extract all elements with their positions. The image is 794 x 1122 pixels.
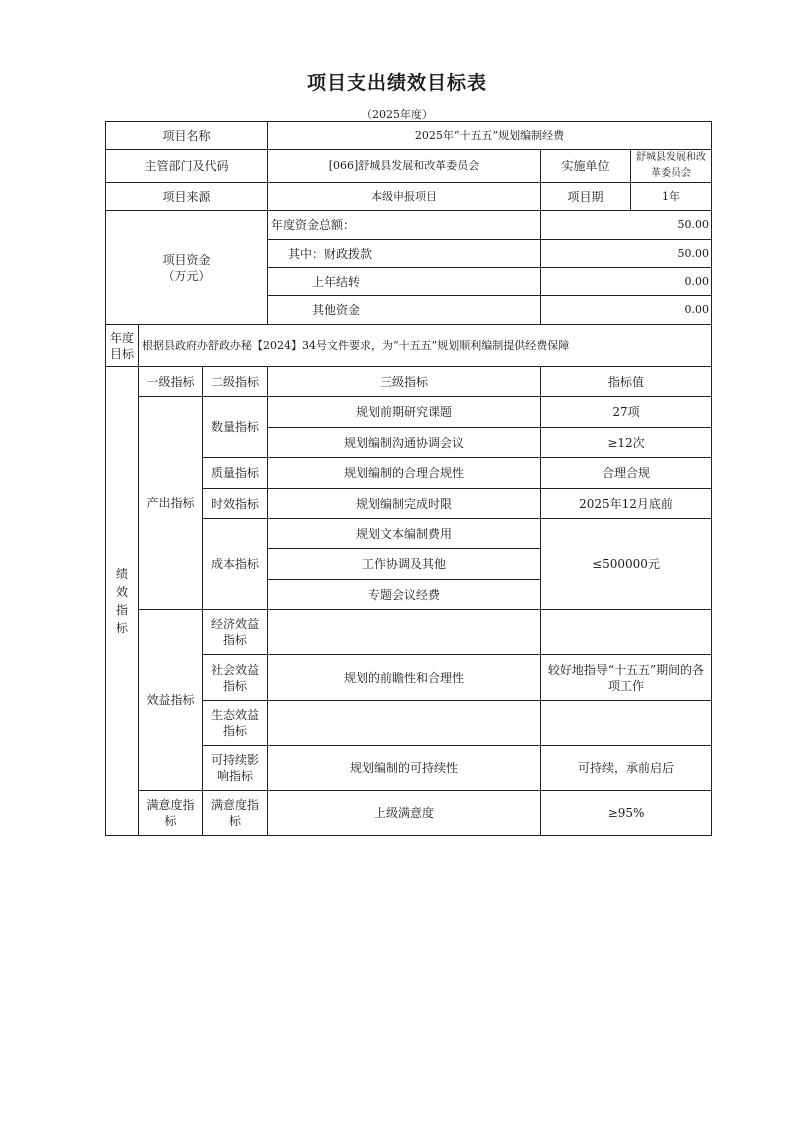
indicator-name: 规划编制的合理合规性 — [268, 458, 541, 489]
table-row — [106, 610, 712, 655]
indicator-name: 规划前期研究课题 — [268, 397, 541, 428]
indicator-name: 规划的前瞻性和合理性 — [268, 655, 541, 701]
cost-indicator-label: 成本指标 — [203, 519, 268, 610]
indicator-value: ≥95% — [541, 791, 712, 836]
impl-unit-label: 实施单位 — [541, 150, 631, 183]
indicator-name: 规划编制的可持续性 — [268, 746, 541, 791]
indicator-name — [268, 610, 541, 655]
indicator-value: 合理合规 — [541, 458, 712, 489]
performance-target-table — [105, 121, 712, 836]
funds-label-line2: （万元） — [162, 268, 211, 283]
source-value: 本级申报项目 — [268, 183, 541, 211]
benefit-indicator-label: 效益指标 — [139, 610, 203, 791]
indicator-value — [541, 701, 712, 746]
dept-value: [066]舒城县发展和改革委员会 — [268, 150, 541, 183]
indicator-value — [541, 610, 712, 655]
period-label: 项目期 — [541, 183, 631, 211]
funds-carryover-value: 0.00 — [541, 268, 712, 296]
social-indicator-label: 社会效益指标 — [203, 655, 268, 701]
header-value: 指标值 — [541, 367, 712, 397]
page-title: 项目支出绩效目标表 — [306, 72, 487, 94]
funds-label — [106, 211, 268, 325]
funds-total-label: 年度资金总额： — [268, 211, 541, 240]
performance-label — [106, 367, 139, 836]
funds-total-value: 50.00 — [541, 211, 712, 240]
funds-other-value: 0.00 — [541, 296, 712, 325]
table-row — [106, 367, 712, 397]
annual-goal-label: 年度目标 — [106, 325, 139, 367]
annual-goal-text: 根据县政府办舒政办秘【2024】34号文件要求，为“十五五”规划顺利编制提供经费保障 — [139, 325, 712, 367]
project-name-label: 项目名称 — [106, 122, 268, 150]
period-value: 1年 — [631, 183, 712, 211]
table-row — [106, 791, 712, 836]
indicator-value: 27项 — [541, 397, 712, 428]
source-label: 项目来源 — [106, 183, 268, 211]
quality-indicator-label: 质量指标 — [203, 458, 268, 489]
funds-fiscal-label: 其中：财政拨款 — [268, 240, 541, 268]
ecological-indicator-label: 生态效益指标 — [203, 701, 268, 746]
table-row — [106, 325, 712, 367]
indicator-name: 上级满意度 — [268, 791, 541, 836]
indicator-name: 规划文本编制费用 — [268, 519, 541, 549]
indicator-name: 工作协调及其他 — [268, 549, 541, 580]
indicator-name: 规划编制沟通协调会议 — [268, 428, 541, 458]
table-row — [106, 211, 712, 240]
header-level2: 二级指标 — [203, 367, 268, 397]
header-level3: 三级指标 — [268, 367, 541, 397]
funds-fiscal-value: 50.00 — [541, 240, 712, 268]
satisfaction-sub-indicator-label: 满意度指标 — [203, 791, 268, 836]
indicator-value: ≥12次 — [541, 428, 712, 458]
quantity-indicator-label: 数量指标 — [203, 397, 268, 458]
table-row — [106, 183, 712, 211]
timeliness-indicator-label: 时效指标 — [203, 489, 268, 519]
funds-carryover-label: 上年结转 — [268, 268, 541, 296]
indicator-name: 专题会议经费 — [268, 580, 541, 610]
output-indicator-label: 产出指标 — [139, 397, 203, 610]
indicator-value: 2025年12月底前 — [541, 489, 712, 519]
sustainable-indicator-label: 可持续影响指标 — [203, 746, 268, 791]
year-subtitle: （2025年度） — [361, 108, 433, 121]
funds-label-line1: 项目资金 — [162, 252, 211, 267]
dept-label: 主管部门及代码 — [106, 150, 268, 183]
performance-label-text: 绩效指标 — [115, 567, 128, 635]
cost-indicator-value: ≤500000元 — [541, 519, 712, 610]
indicator-name: 规划编制完成时限 — [268, 489, 541, 519]
table-row — [106, 150, 712, 183]
satisfaction-indicator-label: 满意度指标 — [139, 791, 203, 836]
project-name-value: 2025年“十五五”规划编制经费 — [268, 122, 712, 150]
indicator-value: 可持续，承前启后 — [541, 746, 712, 791]
table-row — [106, 122, 712, 150]
header-level1: 一级指标 — [139, 367, 203, 397]
impl-unit-value: 舒城县发展和改革委员会 — [631, 150, 712, 183]
economic-indicator-label: 经济效益指标 — [203, 610, 268, 655]
indicator-value: 较好地指导“十五五”期间的各项工作 — [541, 655, 712, 701]
table-row — [106, 397, 712, 428]
indicator-name — [268, 701, 541, 746]
funds-other-label: 其他资金 — [268, 296, 541, 325]
